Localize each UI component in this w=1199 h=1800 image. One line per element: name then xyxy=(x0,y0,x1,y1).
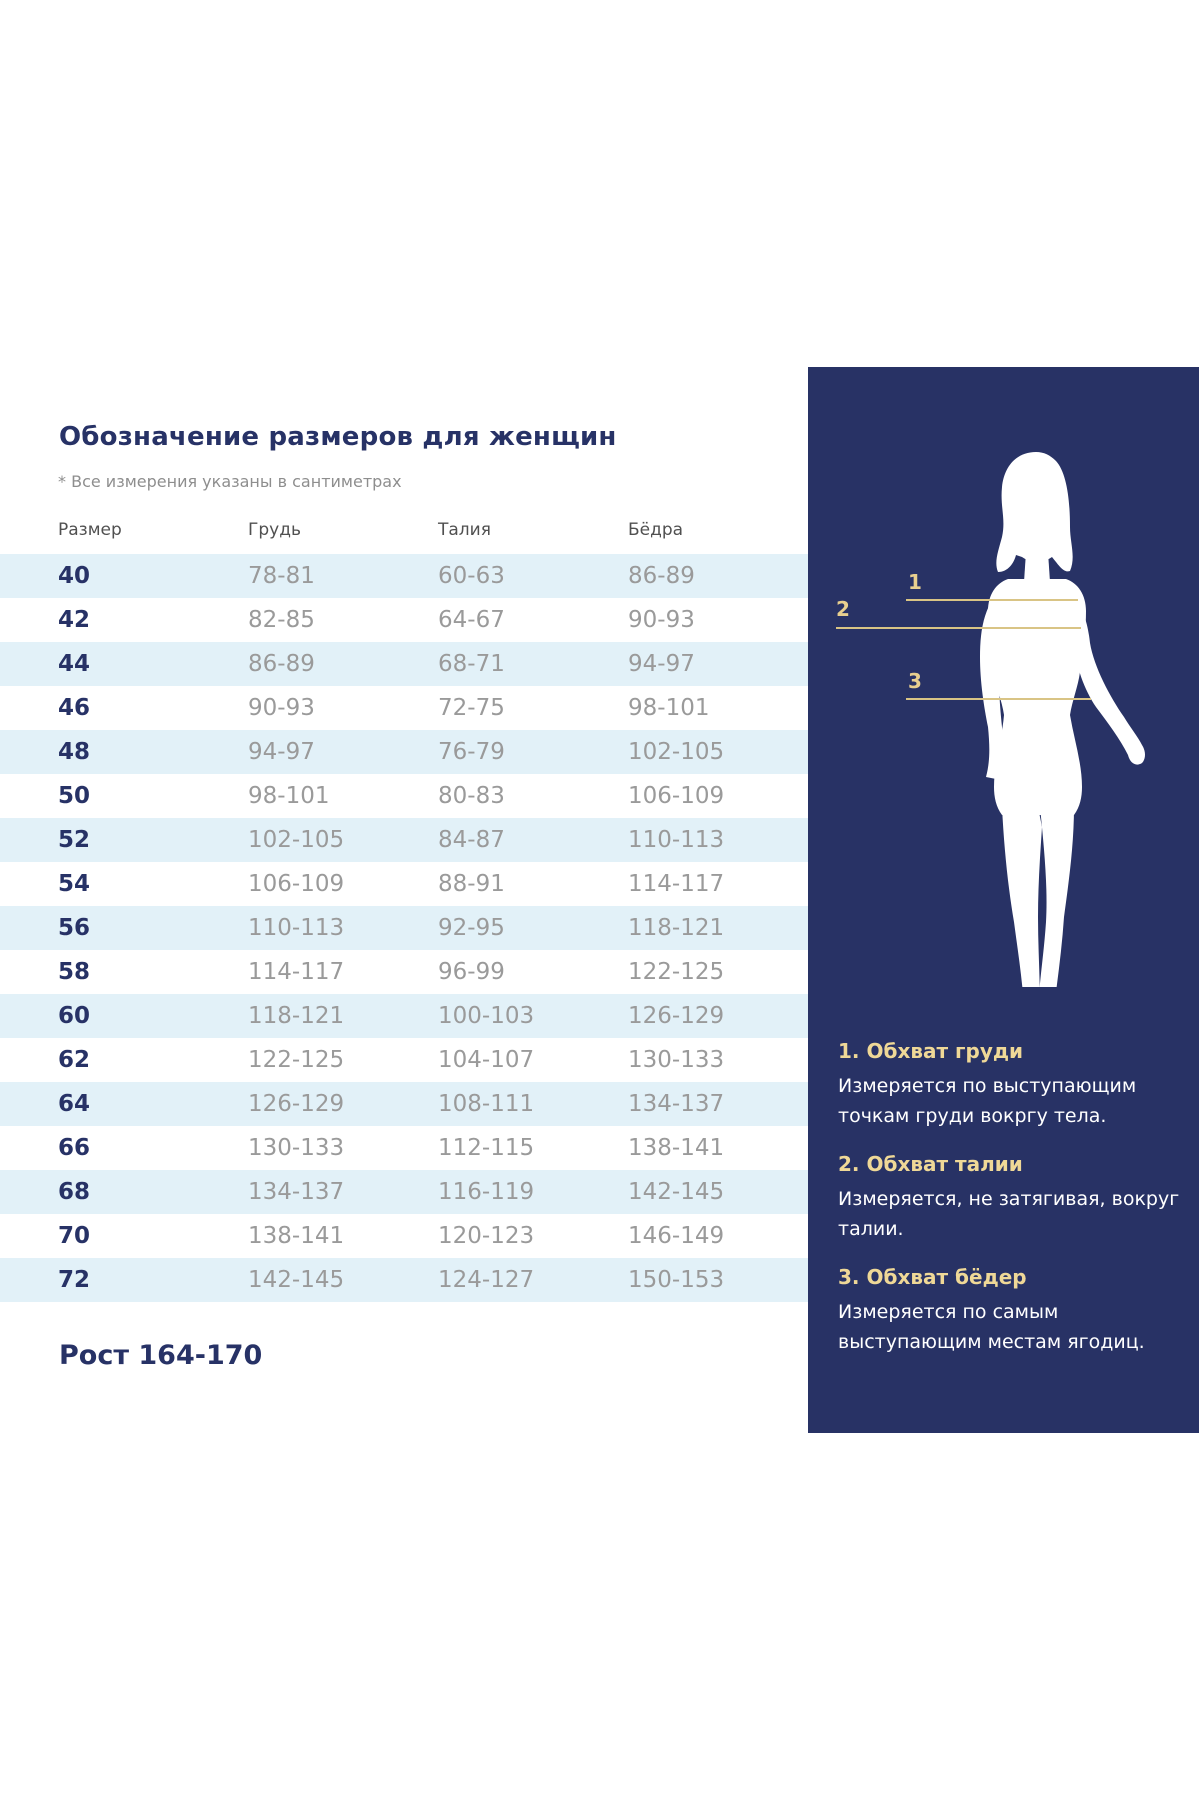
size-table xyxy=(0,512,808,1302)
table-row xyxy=(0,950,808,994)
cell-waist: 108-111 xyxy=(438,1091,535,1117)
header-waist: Талия xyxy=(438,520,491,540)
cell-hips: 106-109 xyxy=(628,783,725,809)
cell-hips: 134-137 xyxy=(628,1091,725,1117)
cell-size: 62 xyxy=(58,1047,91,1073)
cell-hips: 122-125 xyxy=(628,959,725,985)
cell-waist: 120-123 xyxy=(438,1223,535,1249)
cell-waist: 76-79 xyxy=(438,739,505,765)
cell-bust: 90-93 xyxy=(248,695,315,721)
table-row xyxy=(0,906,808,950)
cell-hips: 110-113 xyxy=(628,827,725,853)
cell-bust: 126-129 xyxy=(248,1091,345,1117)
cell-bust: 118-121 xyxy=(248,1003,345,1029)
cell-size: 44 xyxy=(58,651,91,677)
silhouette-right-leg xyxy=(1038,807,1074,987)
table-row xyxy=(0,598,808,642)
cell-size: 48 xyxy=(58,739,91,765)
table-body xyxy=(0,554,808,1302)
waist-description xyxy=(838,1152,1193,1244)
marker-2-label: 2 xyxy=(836,597,850,621)
cell-hips: 102-105 xyxy=(628,739,725,765)
measurement-note: * Все измерения указаны в сантиметрах xyxy=(58,472,402,491)
cell-waist: 88-91 xyxy=(438,871,505,897)
table-row xyxy=(0,774,808,818)
marker-2-line xyxy=(836,627,1081,629)
cell-waist: 104-107 xyxy=(438,1047,535,1073)
table-row xyxy=(0,1258,808,1302)
cell-size: 72 xyxy=(58,1267,91,1293)
cell-size: 64 xyxy=(58,1091,91,1117)
cell-waist: 60-63 xyxy=(438,563,505,589)
table-row xyxy=(0,730,808,774)
page-title: Обозначение размеров для женщин xyxy=(59,422,617,452)
hips-description xyxy=(838,1265,1193,1357)
waist-description-text: Измеряется, не затягивая, вокруг талии. xyxy=(838,1188,1180,1240)
table-row xyxy=(0,818,808,862)
header-bust: Грудь xyxy=(248,520,301,540)
waist-description-title: 2. Обхват талии xyxy=(838,1152,1023,1176)
cell-size: 52 xyxy=(58,827,91,853)
cell-bust: 98-101 xyxy=(248,783,330,809)
cell-size: 58 xyxy=(58,959,91,985)
table-row xyxy=(0,1170,808,1214)
cell-bust: 130-133 xyxy=(248,1135,345,1161)
cell-bust: 122-125 xyxy=(248,1047,345,1073)
cell-bust: 82-85 xyxy=(248,607,315,633)
woman-silhouette-icon xyxy=(808,367,1199,987)
marker-3-line xyxy=(906,698,1091,700)
cell-hips: 130-133 xyxy=(628,1047,725,1073)
cell-hips: 142-145 xyxy=(628,1179,725,1205)
hips-description-text: Измеряется по самым выступающим местам ягодиц. xyxy=(838,1301,1145,1353)
table-row xyxy=(0,554,808,598)
header-hips: Бёдра xyxy=(628,520,684,540)
cell-size: 68 xyxy=(58,1179,91,1205)
cell-hips: 94-97 xyxy=(628,651,695,677)
cell-bust: 138-141 xyxy=(248,1223,345,1249)
bust-description xyxy=(838,1039,1193,1131)
cell-waist: 92-95 xyxy=(438,915,505,941)
table-row xyxy=(0,1126,808,1170)
cell-waist: 80-83 xyxy=(438,783,505,809)
table-row xyxy=(0,994,808,1038)
cell-size: 54 xyxy=(58,871,91,897)
measurement-panel xyxy=(808,367,1199,1433)
table-row xyxy=(0,1214,808,1258)
cell-bust: 134-137 xyxy=(248,1179,345,1205)
cell-hips: 118-121 xyxy=(628,915,725,941)
cell-bust: 94-97 xyxy=(248,739,315,765)
cell-hips: 114-117 xyxy=(628,871,725,897)
cell-hips: 86-89 xyxy=(628,563,695,589)
height-label: Рост 164-170 xyxy=(59,1340,263,1371)
table-header xyxy=(0,512,808,554)
silhouette-left-leg xyxy=(1002,807,1042,987)
cell-hips: 126-129 xyxy=(628,1003,725,1029)
header-size: Размер xyxy=(58,520,122,540)
cell-bust: 106-109 xyxy=(248,871,345,897)
cell-waist: 124-127 xyxy=(438,1267,535,1293)
table-row xyxy=(0,862,808,906)
cell-bust: 78-81 xyxy=(248,563,315,589)
cell-size: 66 xyxy=(58,1135,91,1161)
cell-waist: 116-119 xyxy=(438,1179,535,1205)
cell-bust: 114-117 xyxy=(248,959,345,985)
table-row xyxy=(0,686,808,730)
cell-size: 56 xyxy=(58,915,91,941)
silhouette-neck xyxy=(1024,552,1050,582)
bust-description-title: 1. Обхват груди xyxy=(838,1039,1024,1063)
cell-hips: 146-149 xyxy=(628,1223,725,1249)
marker-1-label: 1 xyxy=(908,570,922,594)
cell-size: 70 xyxy=(58,1223,91,1249)
cell-size: 60 xyxy=(58,1003,91,1029)
cell-bust: 142-145 xyxy=(248,1267,345,1293)
cell-hips: 98-101 xyxy=(628,695,710,721)
bust-description-text: Измеряется по выступающим точкам груди вокргу тела. xyxy=(838,1075,1137,1127)
cell-hips: 90-93 xyxy=(628,607,695,633)
cell-bust: 110-113 xyxy=(248,915,345,941)
cell-waist: 64-67 xyxy=(438,607,505,633)
cell-waist: 84-87 xyxy=(438,827,505,853)
cell-waist: 112-115 xyxy=(438,1135,535,1161)
cell-hips: 150-153 xyxy=(628,1267,725,1293)
cell-size: 40 xyxy=(58,563,91,589)
cell-size: 46 xyxy=(58,695,91,721)
cell-bust: 86-89 xyxy=(248,651,315,677)
cell-waist: 68-71 xyxy=(438,651,505,677)
cell-waist: 100-103 xyxy=(438,1003,535,1029)
cell-size: 42 xyxy=(58,607,91,633)
table-row xyxy=(0,642,808,686)
marker-1-line xyxy=(906,599,1078,601)
silhouette-right-arm xyxy=(1070,595,1145,765)
cell-size: 50 xyxy=(58,783,91,809)
table-row xyxy=(0,1038,808,1082)
cell-bust: 102-105 xyxy=(248,827,345,853)
cell-hips: 138-141 xyxy=(628,1135,725,1161)
cell-waist: 96-99 xyxy=(438,959,505,985)
hips-description-title: 3. Обхват бёдер xyxy=(838,1265,1027,1289)
table-row xyxy=(0,1082,808,1126)
marker-3-label: 3 xyxy=(908,669,922,693)
cell-waist: 72-75 xyxy=(438,695,505,721)
